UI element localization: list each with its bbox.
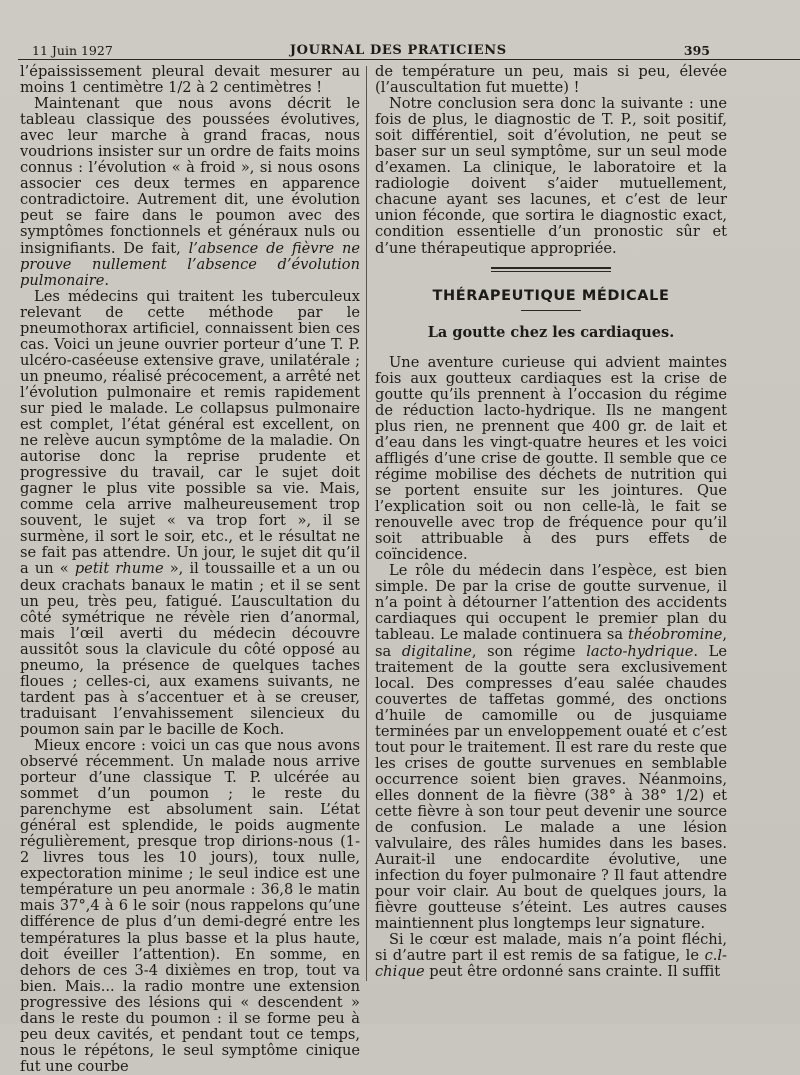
paragraph bbox=[20, 96, 360, 289]
paragraph-text: Le rôle du médecin dans l’espèce, est bien simple. De par la crise de goutte survenue, il n’a point à détourner l’attention des accidents cardiaques qui occupent le premier plan du tableau. Le malade continuera sa bbox=[375, 562, 727, 644]
paragraph-text: , sa bbox=[375, 626, 727, 660]
section-title: THÉRAPEUTIQUE MÉDICALE bbox=[432, 287, 670, 304]
paragraph: Notre conclusion sera donc la suivante : une fois de plus, le diagnostic de T. P., soit positif, soit différentiel, soit d’évolution, ne peut se baser sur un seul symptôme, sur un seul mode d’examen. La clinique, le laboratoire et la radiologie doivent s’aider mutuellement, chacune ayant ses lacunes, et c’est de leur union féconde, que sortira le diagnostic exact, condition essentielle d’un pronostic sûr et d’une thérapeutique appropriée. bbox=[375, 95, 727, 257]
page-number: 395 bbox=[683, 43, 710, 58]
right-column bbox=[375, 64, 727, 980]
journal-title: JOURNAL DES PRATICIENS bbox=[289, 43, 507, 58]
paragraph: Une aventure curieuse qui advient maintes fois aux goutteux cardiaques est la crise de goutte qu’ils prennent à l’occasion du régime de réduction lacto-hydrique. Ils ne mangent plus rien, ne prennent que 400 gr. de lait et d’eau dans les vingt-quatre heures et les voici affligés d’une crise de goutte. Il semble que ce régime mobilise des déchets de nutrition qui se portent ensuite sur les jointures. Que l’explication soit ou non celle-là, le fait se renouvelle avec trop de fréquence pour qu’il soit attribuable à des purs effets de coïncidence. bbox=[375, 353, 727, 564]
article-title: La goutte chez les cardiaques. bbox=[427, 323, 675, 341]
italic-text: lacto-hydrique bbox=[586, 642, 694, 660]
paragraph-text: , son régime bbox=[471, 642, 576, 660]
paragraph: Mieux encore : voici un cas que nous avons observé récemment. Un malade nous arrive porteur d’une classique T. P. ulcérée au sommet d’un poumon ; le reste du parenchyme est absolument sain. L’état général est splendide, le poids augmente régulièrement, presque trop dirions-nous (1-2 livres tous les 10 jours), toux nulle, expectoration minime ; le seul indice est une température un peu anormale : 36,8 le matin mais 37°,4 à 6 le soir (nous rappelons qu’une différence de plus d’un demi-degré entre les températures la plus basse et la plus haute, doit éveiller l’attention). En somme, en dehors de ces 3-4 dixièmes en trop, tout va bien. Mais... la radio montre une extension progressive des lésions qui « descendent » dans le reste du poumon : il se forme peu à peu deux cavités, et pendant tout ce temps, nous le répétons, le seul symptôme cinique fut une courbe bbox=[20, 736, 360, 1075]
paragraph bbox=[375, 932, 727, 980]
header-rule bbox=[18, 59, 800, 60]
paragraph-text: Si le cœur est malade, mais n’a point fléchi, si d’autre part il est remis de sa fatigue, le bbox=[375, 931, 727, 965]
paragraph bbox=[375, 563, 727, 932]
italic-text: c.l-chique bbox=[375, 947, 727, 981]
paragraph-text: Maintenant que nous avons décrit le tableau classique des poussées évolutives, avec leur marche à grand fracas, nous voudrions insister sur un ordre de faits moins connus : l’évolution « à froid », si nous osons associer ces deux termes en apparence contradictoire. Autrement dit, une évolution peut se faire dans le poumon avec des symptômes fonctionnels et généraux nuls ou insignifiants. De fait, bbox=[20, 95, 360, 257]
page-header bbox=[32, 36, 710, 58]
paragraph: de température un peu, mais si peu, élevée (l’auscultation fut muette) ! bbox=[375, 63, 727, 97]
paragraph bbox=[20, 289, 360, 738]
paragraph-text: », il toussaille et a un ou deux crachats banaux le matin ; et il se sent un peu, très peu, fatigué. L’auscultation du côté symétrique ne révèle rien d’anormal, mais l’œil averti du médecin découvre aussitôt sous la clavicule du côté opposé au pneumo, la présence de quelques taches floues ; celles-ci, aux examens suivants, ne tardent pas à s’accentuer et à se creuser, traduisant l’envahissement silencieux du poumon sain par le bacille de Koch. bbox=[20, 560, 361, 738]
section-separator bbox=[491, 267, 611, 272]
column-divider bbox=[366, 66, 367, 981]
issue-date: 11 Juin 1927 bbox=[32, 43, 113, 58]
italic-text: l’absence de fièvre ne prouve nullement l’absence d’évolution pulmonaire. bbox=[20, 239, 360, 289]
italic-text: digitaline bbox=[401, 642, 472, 660]
paragraph-text: Les médecins qui traitent les tuberculeux relevant de cette méthode par le pneumothorax artificiel, connaissent bien ces cas. Voici un jeune ouvrier porteur d’une T. P. ulcéro-caséeuse extensive grave, unilatérale ; un pneumo, réalisé précocement, a arrêté net l’évolution pulmonaire et remis rapidement sur pied le malade. Le collapsus pulmonaire est complet, l’état général est excellent, on ne relève aucun symptôme de la maladie. On autorise donc la reprise prudente et progressive du travail, car le sujet doit gagner le plus vite possible sa vie. Mais, comme cela arrive malheureusement trop souvent, le sujet « va trop fort », il se surmène, il sort le soir, etc., et le résultat ne se fait pas attendre. Un jour, le sujet dit qu’il a un « bbox=[20, 287, 360, 578]
paragraph: l’épaississement pleural devait mesurer au moins 1 centimètre 1/2 à 2 centimètres ! bbox=[20, 63, 360, 97]
left-column bbox=[20, 64, 360, 1075]
title-underline bbox=[521, 310, 581, 311]
paragraph-text: peut être ordonné sans crainte. Il suffit bbox=[429, 963, 721, 981]
paragraph-text: . Le traitement de la goutte sera exclusivement local. Des compresses d’eau salée chaudes couvertes de taffetas gommé, des onctions d’huile de camomille ou de jusquiame terminées par un enveloppement ouaté et c’est tout pour le traitement. Il est rare du reste que les crises de goutte survenues en semblable occurrence soient bien graves. Néanmoins, elles donnent de la fièvre (38° à 38° 1/2) et cette fièvre à son tour peut devenir une source de confusion. Le malade a une lésion valvulaire, des râles humides dans les bases. Aurait-il une endocardite évolutive, une infection du foyer pulmonaire ? Il faut attendre pour voir clair. Au bout de quelques jours, la fièvre goutteuse s’éteint. Les autres causes maintiennent plus longtemps leur signature. bbox=[375, 642, 728, 933]
italic-text: théobromine bbox=[628, 626, 723, 644]
italic-text: petit rhume bbox=[74, 560, 164, 578]
